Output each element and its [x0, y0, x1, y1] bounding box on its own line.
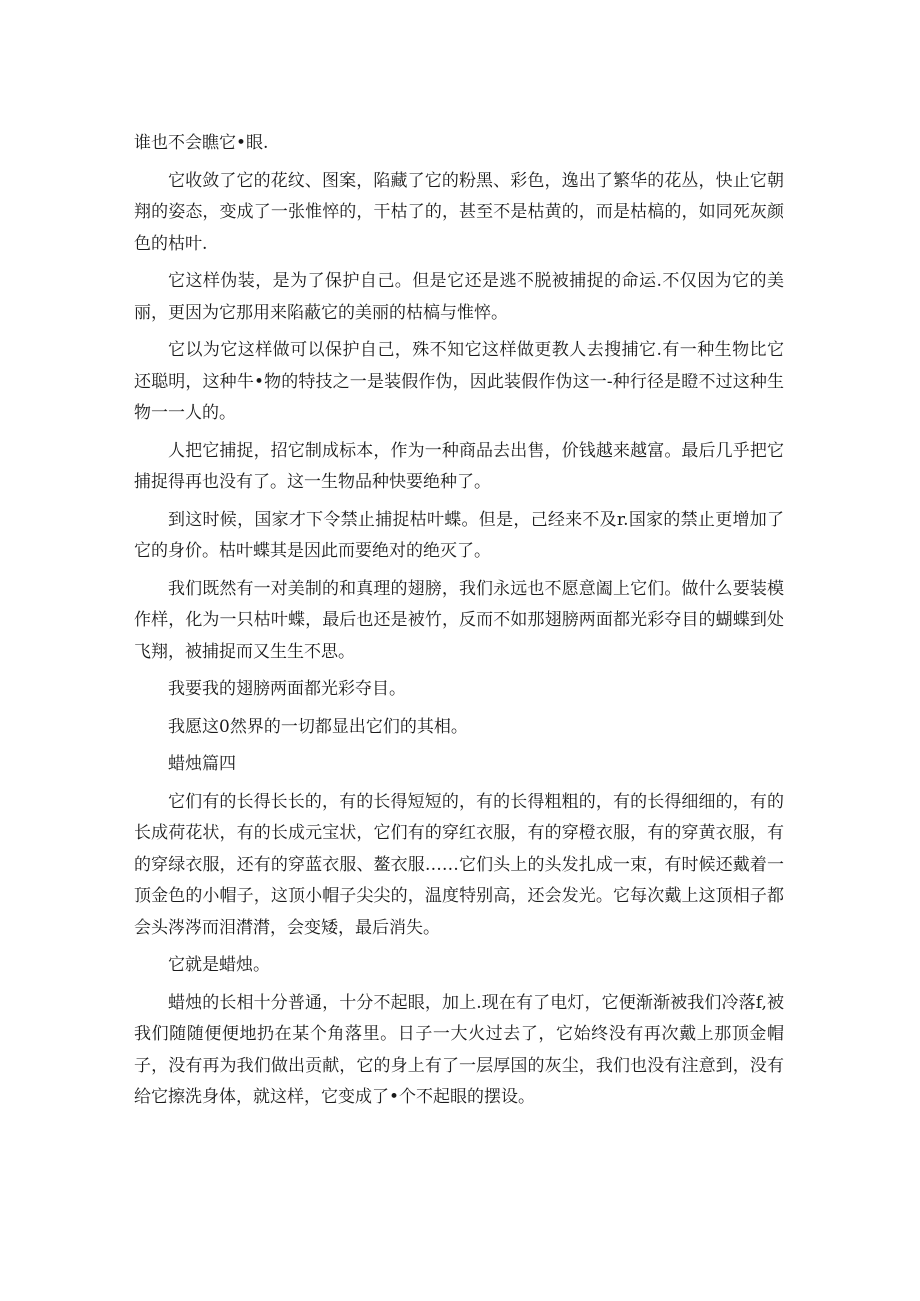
- paragraph: 到这时候，国家才下令禁止捕捉枯叶蝶。但是，己经来不及r.国家的禁止更增加了它的身价。枯叶蝶其是因此而要绝对的绝灭了。: [134, 509, 784, 561]
- paragraph: 它们有的长得长长的，有的长得短短的，有的长得粗粗的，有的长得细细的，有的长成荷花状，有的长成元宝状，它们有的穿红衣服，有的穿橙衣服，有的穿黄衣服，有的穿绿衣服，还有的穿蓝衣服、鳌衣服……它们头上的头发扎成一束，有时候还戴着一顶金色的小帽子，这顶小帽子尖尖的，温度特别高，还会发光。它每次戴上这顶相子都会头涔涔而泪潸潸，会变矮，最后消失。: [134, 791, 784, 938]
- paragraph: 我们既然有一对美制的和真理的翅膀，我们永远也不愿意阖上它们。做什么要装模作样，化为一只枯叶蝶，最后也还是被竹，反而不如那翅膀两面都光彩夺目的蝴蝶到处飞翔，被捕捉而又生生不思。: [134, 578, 784, 662]
- section-heading: 蜡烛篇四: [168, 754, 236, 774]
- paragraph: 它这样伪装，是为了保护自己。但是它还是逃不脱被捕捉的命运.不仅因为它的美丽，更因为它那用来陷蔽它的美丽的枯槁与惟悴。: [134, 271, 784, 323]
- paragraph: 它收敛了它的花纹、图案，陷藏了它的粉黑、彩色，逸出了繁华的花丛，快止它朝翔的姿态，变成了一张惟悴的，干枯了的，甚至不是枯黄的，而是枯槁的，如同死灰颜色的枯叶.: [134, 170, 784, 254]
- paragraph: 它以为它这样做可以保护自己，殊不知它这样做更教人去搜捕它.有一种生物比它还聪明，这种牛•物的特技之一是装假作伪，因此装假作伪这一-种行径是瞪不过这种生物一一人的。: [134, 340, 784, 423]
- paragraph: 我要我的翅膀两面都光彩夺目。: [168, 679, 406, 699]
- paragraph: 我愿这0然界的一切都显出它们的其相。: [168, 716, 468, 737]
- paragraph: 谁也不会瞧它•眼.: [134, 133, 269, 153]
- paragraph: 人把它捕捉，招它制成标本，作为一种商品去出售，价钱越来越富。最后几乎把它捕捉得再也没有了。这一生物品种快要绝种了。: [134, 440, 784, 492]
- paragraph: 蜡烛的长相十分普通，十分不起眼，加上.现在有了电灯，它便渐渐被我们冷落f,被我们随随便便地扔在某个角落里。日子一大火过去了，它始终没有再次戴上那顶金帽子，没有再为我们做出贡献，它的身上有了一层厚国的灰尘，我们也没有注意到，没有给它擦洗身体，就这样，它变成了•个不起眼的摆设。: [134, 992, 784, 1107]
- document-page: [134, 128, 784, 1114]
- paragraph: 它就是蜡烛。: [168, 955, 270, 975]
